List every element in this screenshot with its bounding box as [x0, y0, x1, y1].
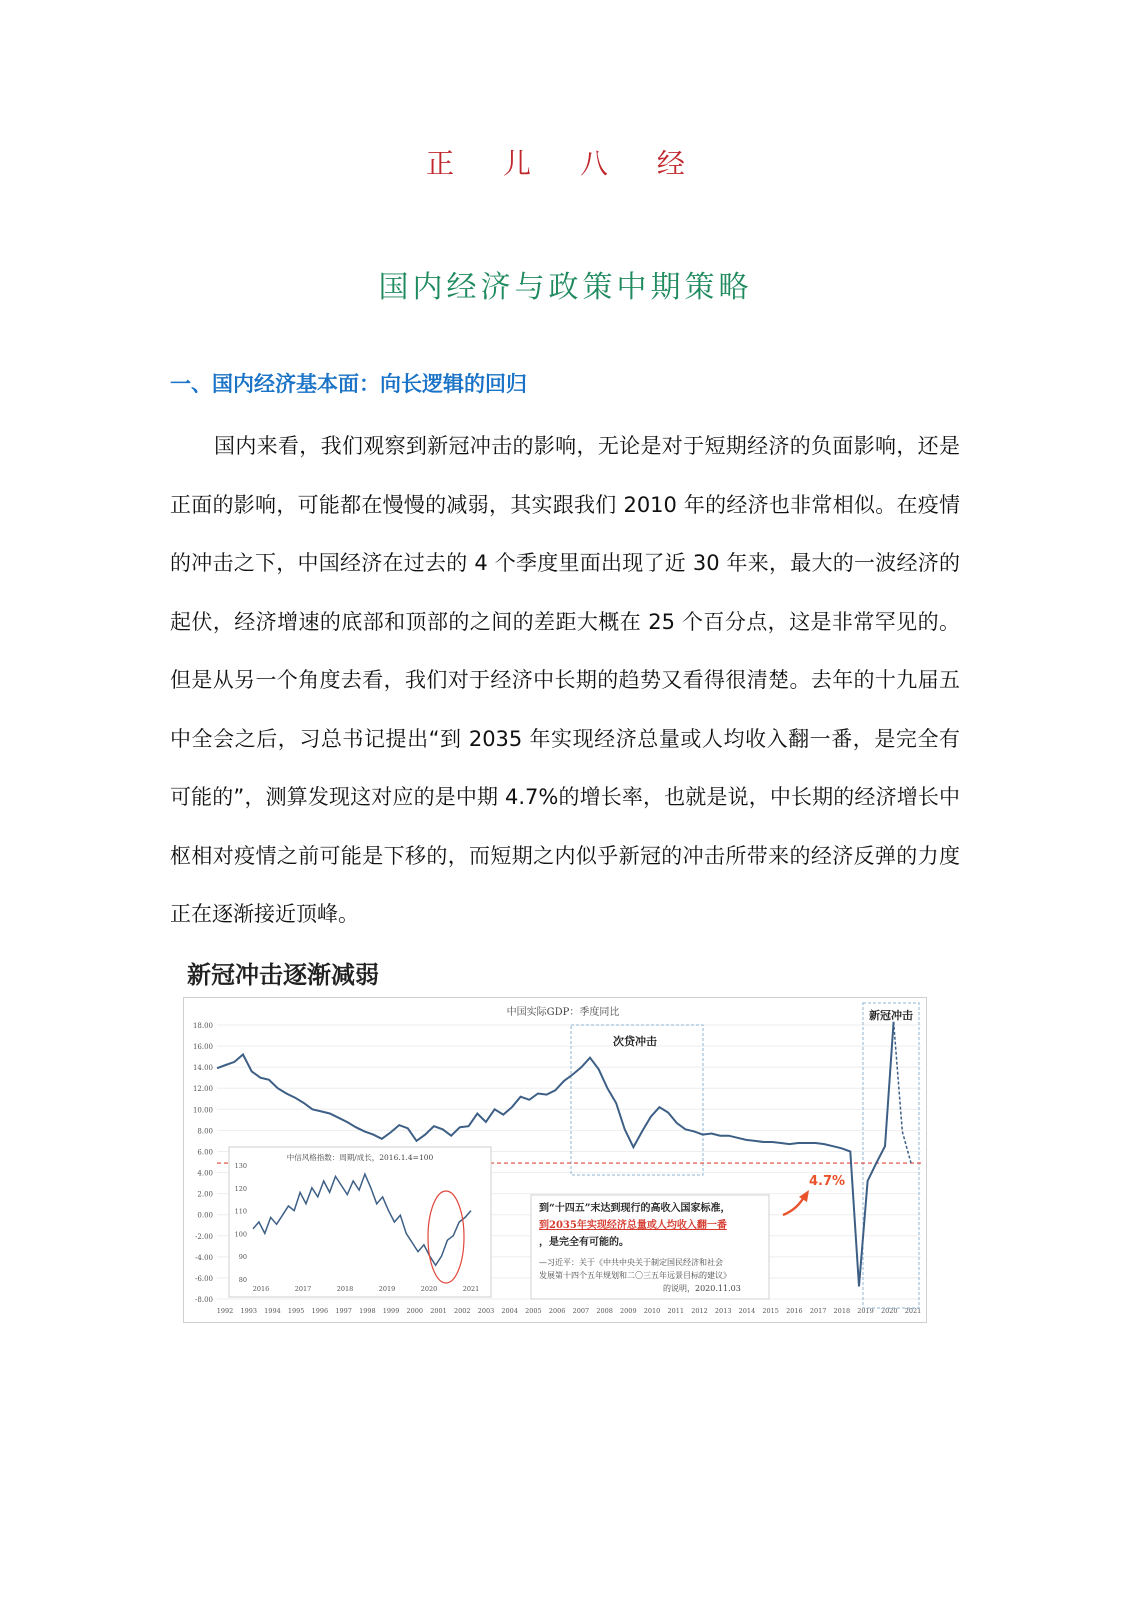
y-tick-label: 2.00: [197, 1190, 213, 1199]
chart-title: 中国实际GDP：季度同比: [506, 1007, 620, 1018]
subprime-label: 次贷冲击: [613, 1035, 657, 1048]
y-tick-label: 14.00: [192, 1064, 213, 1073]
x-tick-label: 2019: [857, 1307, 874, 1315]
x-tick-label: 2008: [596, 1307, 613, 1315]
x-tick-label: 2002: [453, 1307, 471, 1315]
y-tick-label: 6.00: [197, 1148, 213, 1157]
section-heading: 一、国内经济基本面：向长逻辑的回归: [170, 372, 527, 396]
x-tick-label: 2015: [762, 1307, 779, 1315]
inset-x-tick-label: 2021: [462, 1285, 480, 1293]
y-tick-label: 0.00: [197, 1211, 213, 1220]
y-tick-label: 16.00: [192, 1043, 213, 1052]
inset-y-tick-label: 80: [238, 1276, 247, 1284]
inset-chart: [229, 1147, 491, 1297]
inset-x-tick-label: 2019: [378, 1285, 396, 1293]
x-tick-label: 2001: [430, 1307, 447, 1315]
x-tick-label: 2010: [643, 1307, 661, 1315]
x-tick-label: 1996: [311, 1307, 329, 1315]
x-tick-label: 2006: [548, 1307, 566, 1315]
inset-y-tick-label: 110: [234, 1207, 247, 1216]
covid-label: 新冠冲击: [869, 1009, 913, 1022]
x-tick-label: 2003: [477, 1307, 495, 1315]
body-paragraph: 国内来看，我们观察到新冠冲击的影响，无论是对于短期经济的负面影响，还是正面的影响，可能都在慢慢的减弱，其实跟我们 2010 年的经济也非常相似。在疫情的冲击之下，中国经济在过去的 4 个季度里面出现了近 30 年来，最大的一波经济的起伏，经济增速的底部和顶部的之间的差距大概在 25 个百分点，这是非常罕见的。但是从另一个角度去看，我们对于经济中长期的趋势又看得很清楚。去年的十九届五中全会之后，习总书记提出“到 2035 年实现经济总量或人均收入翻一番，是完全有可能的”，测算发现这对应的是中期 4.7%的增长率，也就是说，中长期的经济增长中枢相对疫情之前可能是下移的，而短期之内似乎新冠的冲击所带来的经济反弹的力度正在逐渐接近顶峰。: [170, 434, 960, 926]
x-tick-label: 1994: [264, 1307, 281, 1315]
x-tick-label: 2021: [904, 1307, 922, 1315]
gdp-chart: [183, 997, 943, 1337]
x-tick-label: 2018: [833, 1307, 851, 1315]
x-tick-label: 1997: [335, 1307, 352, 1315]
x-tick-label: 1998: [359, 1307, 376, 1315]
y-tick-label: 4.00: [197, 1169, 213, 1178]
document-title: 国内经济与政策中期策略: [378, 270, 753, 305]
reference-label: 4.7%: [809, 1174, 846, 1189]
inset-y-tick-label: 100: [234, 1230, 247, 1239]
y-tick-label: 10.00: [192, 1106, 213, 1115]
inset-title: 中信风格指数：周期/成长，2016.1.4=100: [286, 1153, 434, 1162]
x-tick-label: 2013: [714, 1307, 732, 1315]
x-tick-label: 2004: [501, 1307, 518, 1315]
quote-source-2: 发展第十四个五年规划和二〇三五年远景目标的建议》: [539, 1271, 731, 1280]
x-tick-label: 1995: [287, 1307, 305, 1315]
x-tick-label: 2020: [881, 1307, 898, 1315]
x-tick-label: 2012: [691, 1307, 708, 1315]
inset-y-tick-label: 130: [234, 1162, 247, 1170]
inset-x-tick-label: 2020: [420, 1285, 438, 1293]
x-tick-label: 2014: [738, 1307, 756, 1315]
inset-y-tick-label: 90: [238, 1253, 247, 1262]
inset-y-tick-label: 120: [234, 1184, 247, 1193]
x-tick-label: 2000: [406, 1307, 424, 1315]
y-tick-label: 12.00: [192, 1085, 213, 1094]
y-tick-label: 18.00: [192, 1022, 213, 1030]
quote-box: [531, 1195, 769, 1299]
y-tick-label: -6.00: [195, 1274, 213, 1283]
quote-source-3: 的说明，2020.11.03: [663, 1284, 741, 1293]
y-tick-label: 8.00: [197, 1127, 213, 1136]
figure: [183, 955, 943, 1345]
x-tick-label: 2016: [786, 1307, 803, 1315]
quote-source-1: —习近平：关于《中共中央关于制定国民经济和社会: [539, 1258, 723, 1267]
inset-x-tick-label: 2016: [252, 1285, 270, 1293]
x-tick-label: 2017: [809, 1307, 827, 1315]
x-tick-label: 2005: [525, 1307, 542, 1315]
quote-line-red: 到2035年实现经济总量或人均收入翻一番: [539, 1220, 727, 1231]
x-tick-label: 2009: [620, 1307, 637, 1315]
x-tick-label: 1992: [216, 1307, 234, 1315]
x-tick-label: 1999: [382, 1307, 400, 1315]
inset-x-tick-label: 2017: [294, 1285, 312, 1293]
y-tick-label: -2.00: [195, 1232, 213, 1241]
header-title: 正 儿 八 经: [426, 147, 705, 180]
quote-line-1: 到“十四五”末达到现行的高收入国家标准，: [539, 1203, 731, 1214]
inset-x-tick-label: 2018: [336, 1285, 354, 1293]
quote-line-2: ，是完全有可能的。: [539, 1237, 629, 1248]
x-tick-label: 2011: [667, 1307, 685, 1315]
x-tick-label: 1993: [240, 1307, 257, 1315]
y-tick-label: -4.00: [195, 1253, 213, 1262]
figure-title: 新冠冲击逐渐减弱: [187, 961, 379, 989]
x-tick-label: 2007: [572, 1307, 590, 1315]
y-tick-label: -8.00: [195, 1296, 213, 1304]
